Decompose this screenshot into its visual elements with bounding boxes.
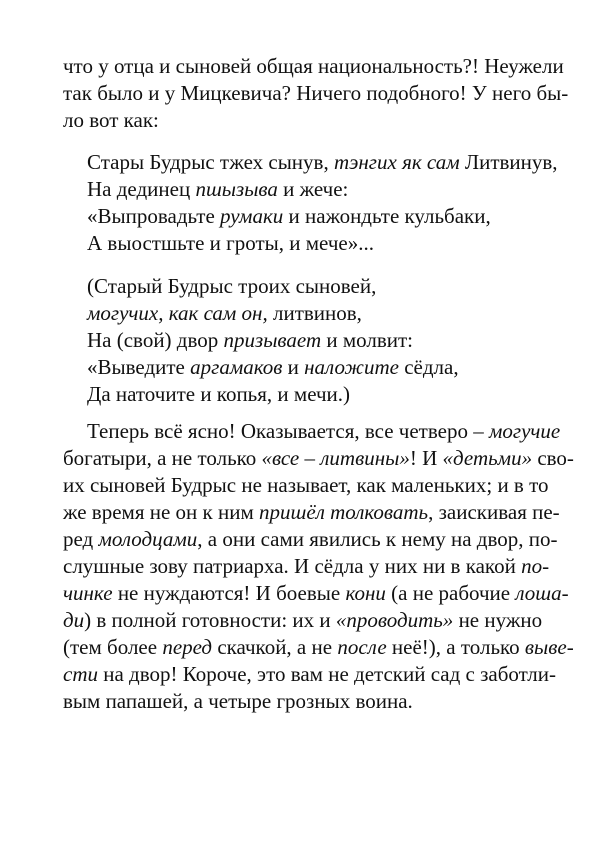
text-line [63,107,159,133]
text-line [63,607,543,633]
text-run: не нуждаются! И боевые [112,581,346,605]
italic-text: ди [63,608,85,632]
italic-text: аргамаков [190,355,283,379]
text-run: на двор! Короче, это вам не детский сад с заботли- [98,662,557,686]
text-run: ред [63,527,99,551]
italic-text: «детьми» [442,446,533,470]
italic-text: лоша- [515,581,569,605]
text-line [87,418,561,444]
text-line [63,445,574,471]
italic-text: румаки [220,204,284,228]
text-line [63,688,413,714]
text-run: и молвит: [321,328,414,352]
text-run: скачкой, а не [212,635,338,659]
text-run: «Выведите [87,355,191,379]
italic-text: сти [63,662,98,686]
verse-line [87,203,491,229]
text-run: На дединец [87,177,196,201]
text-run: что у отца и сыновей общая национальность?! Неужели [63,54,564,78]
text-run: , заискивая пе- [428,500,560,524]
italic-text: могучих, как сам он, [87,301,268,325]
verse-line [87,327,413,353]
text-run: (а не рабочие [385,581,516,605]
italic-text: после [337,635,387,659]
verse-line [87,230,374,256]
text-run: Теперь всё ясно! Оказывается, все четверо – [87,419,489,443]
text-run: вым папашей, а четыре грозных воина. [63,689,413,713]
text-line [63,80,569,106]
text-line [63,553,550,579]
text-run: Литвинув, [459,150,558,174]
text-run: не нужно [453,608,543,632]
text-run: (Старый Будрыс троих сыновей, [87,274,377,298]
text-run: так было и у Мицкевича? Ничего подобного! У него бы- [63,81,569,105]
text-run: неё!), а только [386,635,525,659]
italic-text: «все – литвины» [261,446,410,470]
text-line [63,526,558,552]
italic-text: молодцами [98,527,198,551]
italic-text: тэнгих як сам [333,150,460,174]
italic-text: могучие [488,419,561,443]
text-run: же время не он к ним [63,500,260,524]
italic-text: пришёл толковать [259,500,429,524]
verse-line [87,354,459,380]
text-run: богатыри, а не только [63,446,262,470]
text-line [63,580,569,606]
italic-text: кони [345,581,386,605]
italic-text: «проводить» [335,608,454,632]
text-run: и жече: [277,177,349,201]
text-run: литвинов, [267,301,362,325]
verse-line [87,300,362,326]
text-line [63,472,549,498]
verse-line [87,273,376,299]
text-run: Да наточите и копья, и мечи.) [87,382,351,406]
italic-text: по- [521,554,550,578]
text-run: , а они сами явились к нему на двор, по- [197,527,558,551]
text-line [63,634,574,660]
text-run: ло вот как: [63,108,159,132]
italic-text: призывает [223,328,322,352]
verse-line [87,381,350,407]
italic-text: выве- [524,635,574,659]
text-run: «Выпровадьте [87,204,221,228]
text-line [63,53,564,79]
text-run: и нажондьте кульбаки, [283,204,491,228]
italic-text: чинке [63,581,113,605]
text-run: их сыновей Будрыс не называет, как маленьких; и в то [63,473,549,497]
italic-text: наложите [304,355,399,379]
italic-text: пшызыва [195,177,278,201]
verse-line [87,176,348,202]
text-run: А выостшьте и гроты, и мече»... [87,231,374,255]
text-run: Стары Будрыс тжех сынув, [87,150,334,174]
text-run: ) в полной готовности: их и [84,608,336,632]
text-line [63,661,557,687]
text-run: ! И [409,446,443,470]
text-run: (тем более [63,635,163,659]
text-run: слушные зову патриарха. И сёдла у них ни в какой [63,554,522,578]
text-run: сво- [532,446,574,470]
verse-line [87,149,558,175]
text-run: сёдла, [398,355,459,379]
text-line [63,499,560,525]
text-run: На (свой) двор [87,328,224,352]
text-run: и [282,355,305,379]
italic-text: перед [162,635,213,659]
